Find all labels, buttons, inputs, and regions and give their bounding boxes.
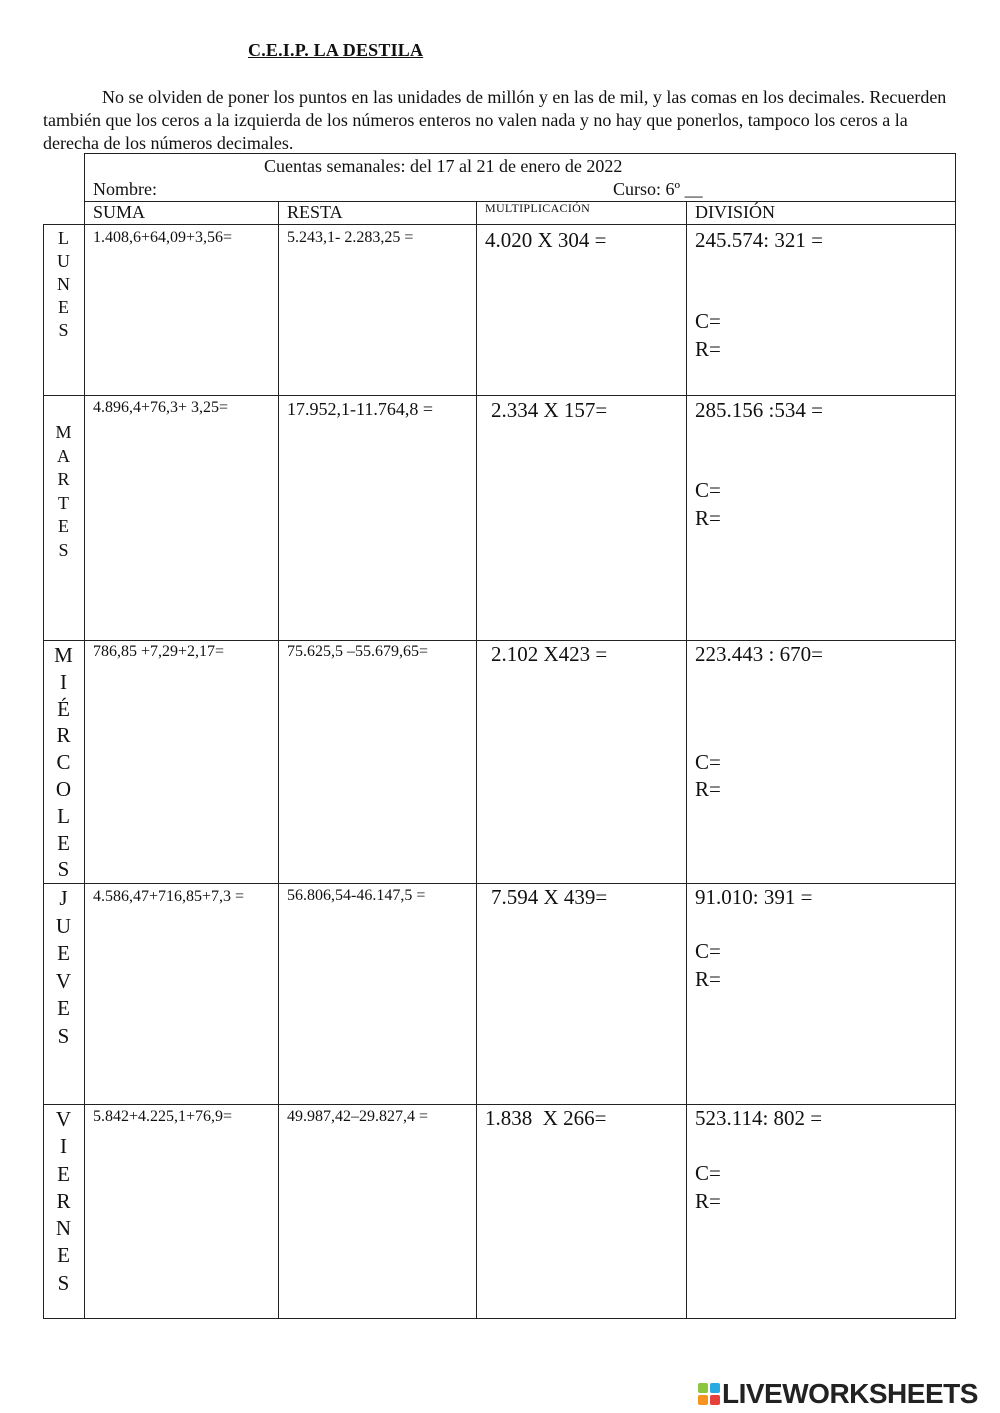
liveworksheets-logo[interactable] (697, 1378, 978, 1410)
day-letter: V (55, 1107, 72, 1131)
cociente-label-jueves: C= (695, 939, 721, 963)
logo-square-green (698, 1383, 708, 1393)
column-header-resta: RESTA (287, 202, 343, 222)
day-letter: E (57, 996, 70, 1020)
day-letter: E (57, 1243, 70, 1268)
suma-column-separator (278, 201, 279, 1319)
suma-exercise-lunes: 1.408,6+64,09+3,56= (93, 229, 233, 246)
day-letter: I (60, 669, 67, 694)
resto-label-jueves: R= (695, 967, 721, 991)
day-letter: C (56, 750, 71, 775)
resto-label-miercoles: R= (695, 777, 721, 801)
day-letter: É (57, 696, 70, 721)
table-border-top (84, 153, 956, 154)
resta-exercise-miercoles: 75.625,5 –55.679,65= (287, 643, 429, 660)
suma-exercise-miercoles: 786,85 +7,29+2,17= (93, 643, 225, 660)
multiplicacion-exercise-viernes: 1.838 X 266= (485, 1106, 607, 1130)
multiplicacion-exercise-jueves: 7.594 X 439= (491, 885, 608, 909)
day-letter: V (55, 968, 72, 993)
liveworksheets-logo-text: LIVEWORKSHEETS (722, 1378, 978, 1409)
day-letter: U (57, 251, 70, 271)
resto-label-martes: R= (695, 506, 721, 530)
day-label-jueves (43, 885, 84, 1050)
day-letter: R (56, 1188, 71, 1213)
day-letter: M (54, 643, 73, 667)
instructions-paragraph: No se olviden de poner los puntos en las unidades de millón y en las de mil, y las comas en los decimales. Recuerden también que los ceros a la izquierda de los números enteros no valen nada y no hay que ponerlos, tampoco los ceros a la derecha de los números decimales. (43, 87, 947, 153)
column-header-divider (43, 224, 956, 225)
cociente-label-lunes: C= (695, 309, 721, 333)
liveworksheets-logo-icon (697, 1382, 721, 1406)
logo-square-red (710, 1395, 720, 1405)
row-separator-4 (43, 1104, 956, 1105)
table-title: Cuentas semanales: del 17 al 21 de enero de 2022 (264, 156, 623, 176)
day-letter: A (57, 445, 70, 466)
cociente-label-martes: C= (695, 478, 721, 502)
multiplicacion-column-separator (686, 201, 687, 1319)
day-letter: L (58, 228, 69, 248)
school-title: C.E.I.P. LA DESTILA (248, 40, 424, 60)
day-letter: E (57, 830, 70, 855)
cociente-label-miercoles: C= (695, 750, 721, 774)
day-letter: M (55, 422, 72, 442)
row-separator-3 (43, 883, 956, 884)
division-exercise-lunes: 245.574: 321 = (695, 228, 823, 252)
resta-exercise-lunes: 5.243,1- 2.283,25 = (287, 229, 414, 246)
course-label: Curso: 6º __ (613, 179, 703, 199)
cociente-label-viernes: C= (695, 1161, 721, 1185)
day-letter: R (57, 469, 70, 489)
day-letter: S (58, 320, 69, 340)
day-letter: O (55, 776, 72, 801)
division-exercise-martes: 285.156 :534 = (695, 398, 823, 422)
day-letter: J (59, 886, 68, 910)
day-letter: S (57, 857, 70, 882)
name-label: Nombre: (93, 179, 157, 199)
division-exercise-viernes: 523.114: 802 = (695, 1106, 823, 1130)
day-label-viernes (43, 1106, 84, 1297)
worksheet-table (43, 153, 956, 1319)
day-letter: E (58, 516, 69, 536)
day-label-martes (43, 421, 84, 562)
day-column-separator (84, 201, 85, 1319)
day-letter: R (56, 723, 71, 748)
day-letter: E (58, 297, 69, 317)
row-separator-1 (43, 395, 956, 396)
table-border-right (955, 153, 956, 1319)
resta-column-separator (476, 201, 477, 1319)
day-letter: L (57, 803, 70, 828)
suma-exercise-martes: 4.896,4+76,3+ 3,25= (93, 399, 229, 416)
day-letter: N (55, 1216, 72, 1241)
day-letter: U (55, 913, 72, 938)
column-header-division: DIVISIÓN (695, 202, 775, 222)
multiplicacion-exercise-martes: 2.334 X 157= (491, 398, 608, 422)
resta-exercise-martes: 17.952,1-11.764,8 = (287, 399, 433, 419)
multiplicacion-exercise-miercoles: 2.102 X423 = (491, 642, 608, 666)
day-letter: S (57, 1023, 70, 1048)
day-label-miercoles (43, 642, 84, 883)
division-exercise-miercoles: 223.443 : 670= (695, 642, 823, 666)
multiplicacion-exercise-lunes: 4.020 X 304 = (485, 228, 607, 252)
table-border-bottom (43, 1318, 956, 1319)
resto-label-viernes: R= (695, 1189, 721, 1213)
suma-exercise-viernes: 5.842+4.225,1+76,9= (93, 1108, 233, 1125)
day-letter: S (58, 539, 69, 560)
day-letter: N (57, 274, 70, 294)
day-letter: S (57, 1270, 70, 1295)
column-header-suma: SUMA (93, 202, 146, 222)
day-label-lunes (43, 227, 84, 342)
resta-exercise-viernes: 49.987,42–29.827,4 = (287, 1108, 429, 1125)
day-letter: E (57, 1161, 70, 1186)
division-exercise-jueves: 91.010: 391 = (695, 885, 813, 909)
logo-square-orange (698, 1395, 708, 1405)
row-separator-2 (43, 640, 956, 641)
resto-label-lunes: R= (695, 337, 721, 361)
day-letter: I (60, 1134, 67, 1159)
resta-exercise-jueves: 56.806,54-46.147,5 = (287, 887, 426, 904)
logo-square-blue (710, 1383, 720, 1393)
column-header-multiplicacion: MULTIPLICACIÓN (485, 201, 591, 215)
day-letter: T (58, 492, 69, 513)
suma-exercise-jueves: 4.586,47+716,85+7,3 = (93, 888, 245, 905)
day-letter: E (57, 941, 70, 965)
